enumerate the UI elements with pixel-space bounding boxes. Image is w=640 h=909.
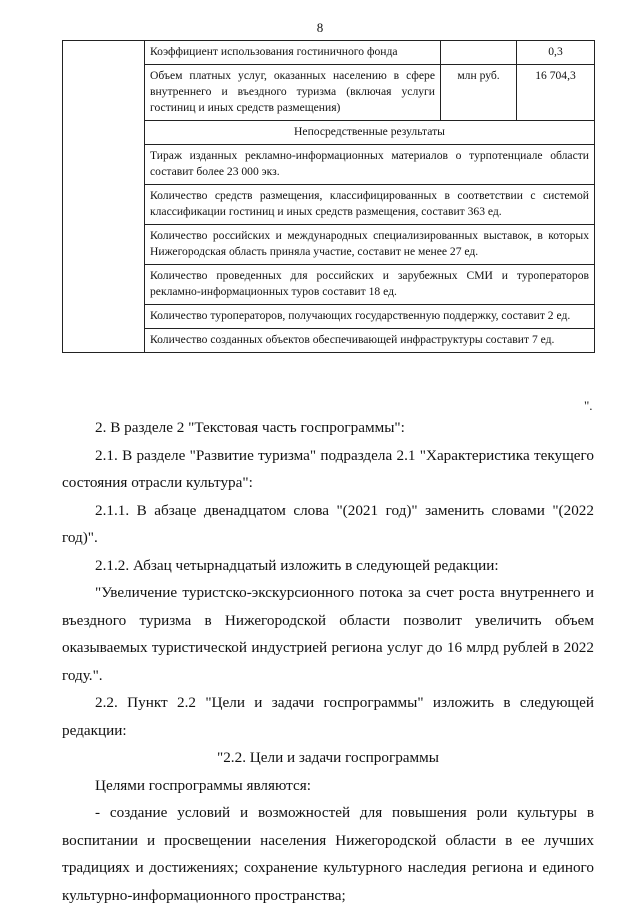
result-cell: Количество российских и международных специализированных выставок, в которых Нижегородская область приняла участие, составит не менее 27 ед.	[145, 225, 595, 265]
document-body	[62, 414, 594, 909]
indicators-table	[62, 40, 595, 353]
section-heading-cell: Непосредственные результаты	[145, 121, 595, 145]
paragraph: 2.1.1. В абзаце двенадцатом слова "(2021 год)" заменить словами "(2022 год)".	[62, 501, 594, 546]
closing-quote: ".	[584, 398, 593, 413]
indicator-name-cell: Коэффициент использования гостиничного фонда	[145, 41, 441, 65]
blank-left-cell	[63, 41, 145, 353]
indicator-unit-cell: млн руб.	[441, 65, 517, 121]
paragraph: "Увеличение туристско-экскурсионного потока за счет роста внутреннего и въездного туризма в Нижегородской области позволит увеличить объем оказываемых туристической индустрией региона услуг до 16 млрд рублей в 2022 году.".	[62, 584, 594, 684]
result-cell: Количество туроператоров, получающих государственную поддержку, составит 2 ед.	[145, 305, 595, 329]
paragraph: 2.1. В разделе "Развитие туризма" подраздела 2.1 "Характеристика текущего состояния отрасли культура":	[62, 446, 594, 491]
result-cell: Количество созданных объектов обеспечивающей инфраструктуры составит 7 ед.	[145, 329, 595, 353]
result-cell: Количество средств размещения, классифицированных в соответствии с системой классификации гостиниц и иных средств размещения, составит 363 ед.	[145, 185, 595, 225]
paragraph: Целями госпрограммы являются:	[95, 776, 311, 794]
paragraph: 2.1.2. Абзац четырнадцатый изложить в следующей редакции:	[95, 556, 499, 574]
indicator-value-cell: 0,3	[517, 41, 595, 65]
paragraph: 2.2. Пункт 2.2 "Цели и задачи госпрограммы" изложить в следующей редакции:	[62, 694, 594, 739]
paragraph: 2. В разделе 2 "Текстовая часть госпрограммы":	[95, 419, 405, 436]
table-row	[63, 41, 595, 65]
result-cell: Тираж изданных рекламно-информационных материалов о турпотенциале области составит более 23 000 экз.	[145, 145, 595, 185]
indicator-value-cell: 16 704,3	[517, 65, 595, 121]
indicator-unit-cell	[441, 41, 517, 65]
result-cell: Количество проведенных для российских и зарубежных СМИ и туроператоров рекламно-информационных туров составит 18 ед.	[145, 265, 595, 305]
indicator-name-cell: Объем платных услуг, оказанных населению в сфере внутреннего и въездного туризма (включая услуги гостиниц и иных средств размещения)	[145, 65, 441, 121]
page-number: 8	[316, 20, 324, 35]
section-title: "2.2. Цели и задачи госпрограммы	[217, 749, 439, 766]
paragraph: - создание условий и возможностей для повышения роли культуры в воспитании и просвещении населения Нижегородской области в ее лучших традициях и достижениях; сохранение культурного наследия региона и единого культурно-информационного пространства;	[62, 804, 594, 904]
